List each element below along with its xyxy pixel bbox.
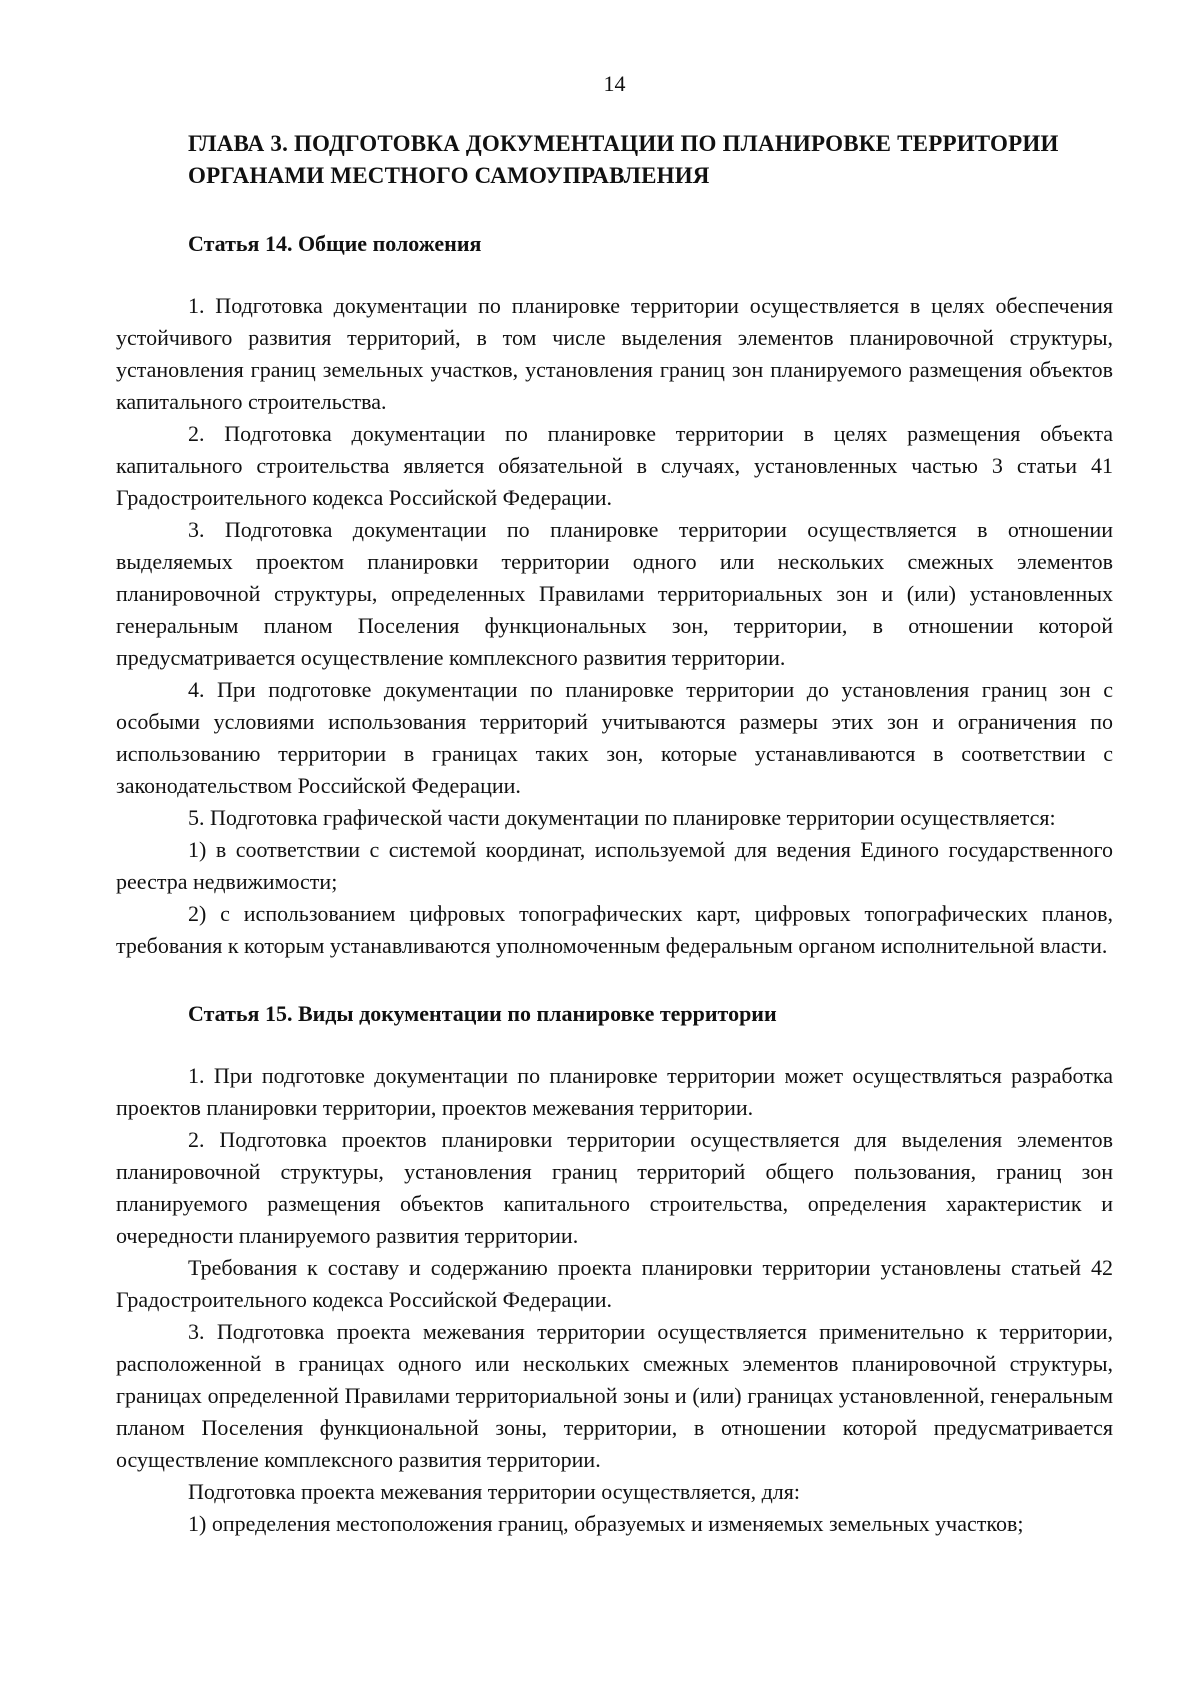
article-14-paragraph: 2. Подготовка документации по планировке территории в целях размещения объекта капитального строительства является обязательной в случаях, установленных частью 3 статьи 41 Градостроительного кодекса Российской Федерации. xyxy=(116,421,1113,510)
chapter-title: ГЛАВА 3. ПОДГОТОВКА ДОКУМЕНТАЦИИ ПО ПЛАНИРОВКЕ ТЕРРИТОРИИ ОРГАНАМИ МЕСТНОГО САМОУПРАВЛЕНИЯ xyxy=(188,131,1059,188)
article-14-paragraph: 1. Подготовка документации по планировке территории осуществляется в целях обеспечения устойчивого развития территорий, в том числе выделения элементов планировочной структуры, установления границ земельных участков, установления границ зон планируемого размещения объектов капитального строительства. xyxy=(116,293,1113,414)
article-14-title: Статья 14. Общие положения xyxy=(188,231,482,256)
article-14-paragraph: 3. Подготовка документации по планировке территории осуществляется в отношении выделяемых проектом планировки территории одного или нескольких смежных элементов планировочной структуры, определенных Правилами территориальных зон и (или) установленных генеральным планом Поселения функциональных зон, территории, в отношении которой предусматривается осуществление комплексного развития территории. xyxy=(116,517,1113,670)
article-15-paragraph: Требования к составу и содержанию проекта планировки территории установлены статьей 42 Градостроительного кодекса Российской Федерации. xyxy=(116,1255,1113,1312)
article-15-title: Статья 15. Виды документации по планировке территории xyxy=(188,1001,777,1026)
article-14-paragraph: 5. Подготовка графической части документации по планировке территории осуществляется: xyxy=(188,805,1056,830)
article-15-paragraph: 2. Подготовка проектов планировки территории осуществляется для выделения элементов планировочной структуры, установления границ территорий общего пользования, границ зон планируемого размещения объектов капитального строительства, определения характеристик и очередности планируемого развития территории. xyxy=(116,1127,1113,1248)
article-15-paragraph: 3. Подготовка проекта межевания территории осуществляется применительно к территории, расположенной в границах одного или нескольких смежных элементов планировочной структуры, границах определенной Правилами территориальной зоны и (или) границах установленной, генеральным планом Поселения функциональной зоны, территории, в отношении которой предусматривается осуществление комплексного развития территории. xyxy=(116,1319,1113,1472)
page-number: 14 xyxy=(603,71,626,96)
article-15-paragraph: Подготовка проекта межевания территории осуществляется, для: xyxy=(188,1479,801,1504)
article-14-list-item: 2) с использованием цифровых топографических карт, цифровых топографических планов, требования к которым устанавливаются уполномоченным федеральным органом исполнительной власти. xyxy=(116,901,1113,958)
article-14-list-item: 1) в соответствии с системой координат, используемой для ведения Единого государственного реестра недвижимости; xyxy=(116,837,1113,894)
article-14-paragraph: 4. При подготовке документации по планировке территории до установления границ зон с особыми условиями использования территорий учитываются размеры этих зон и ограничения по использованию территории в границах таких зон, которые устанавливаются в соответствии с законодательством Российской Федерации. xyxy=(116,677,1113,798)
article-15-list-item: 1) определения местоположения границ, образуемых и изменяемых земельных участков; xyxy=(188,1511,1024,1536)
article-15-paragraph: 1. При подготовке документации по планировке территории может осуществляться разработка проектов планировки территории, проектов межевания территории. xyxy=(116,1063,1113,1120)
